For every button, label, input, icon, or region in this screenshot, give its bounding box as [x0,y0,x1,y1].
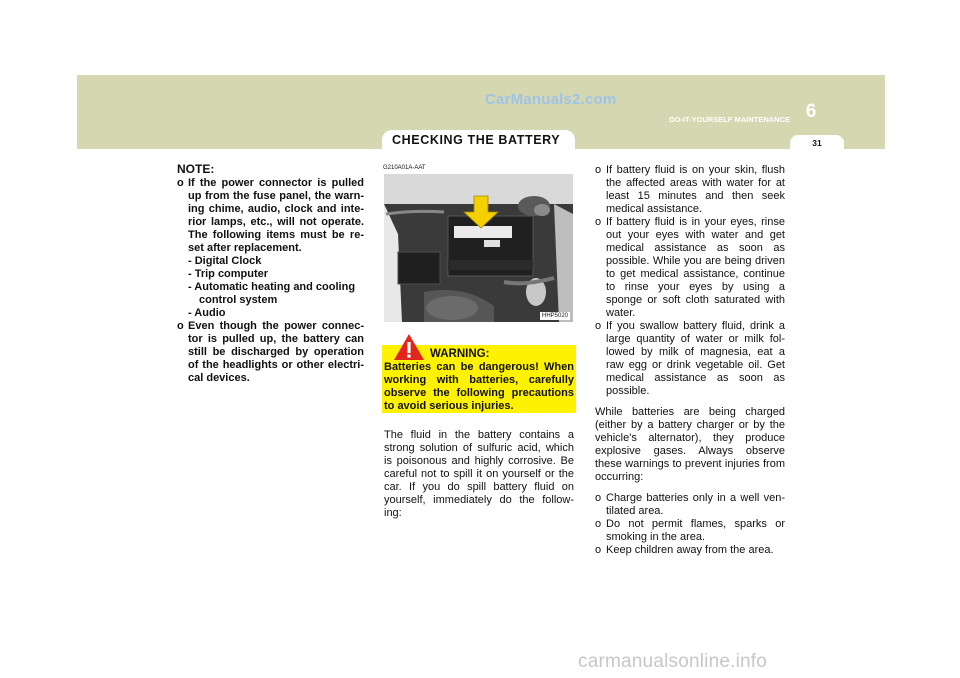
note-bullet-1-text: If the power connector is pulled up from the fuse panel, the warn- ing chime, audio, clock and inte- rior lamps, etc., will not operate. The following items must be re- set after replacement. [188,177,364,254]
watermark-top[interactable]: CarManuals2.com [485,91,617,108]
note-bullet-1 [177,177,364,320]
battery-illustration [384,174,573,322]
charging-paragraph: While batteries are being charged (either by a battery charger or by the vehicle's alternator), they produce explosive gases. Always observe these warnings to prevent injuries from occurring: [595,406,785,483]
note-subitem: - Trip computer [188,268,269,280]
bullet-mark: o [177,320,184,332]
note-subitem: - Audio [188,307,226,319]
right-column [595,164,785,557]
acid-fluid-paragraph: The fluid in the battery contains a strong solution of sulfuric acid, which is poisonous and highly corrosive. Be careful not to spill it on yourself or the car. If you do spill battery fluid on yourself, immediately do the follow- ing: [384,429,574,519]
list-item [595,320,785,398]
warning-text: Batteries can be dangerous! When working with batteries, carefully observe the following precautions to avoid serious injuries. [384,361,574,412]
list-item-text: If you swallow battery fluid, drink a large quantity of water or milk fol- lowed by milk of magnesia, eat a raw egg or drink vegetable oil. Get medical assistance as soon as possible. [606,320,785,397]
note-subitem: - Automatic heating and cooling [188,281,356,293]
bullet-mark: o [177,177,184,189]
bullet-mark: o [595,518,602,530]
list-item [595,492,785,518]
figure-code: G210A01A-AAT [383,165,426,171]
list-item-text: Charge batteries only in a well ven- tilated area. [606,492,785,517]
note-subitem: - Digital Clock [188,255,262,267]
section-title: CHECKING THE BATTERY [392,133,561,147]
page-number: 31 [812,138,822,148]
list-item-text: Do not permit flames, sparks or smoking in the area. [606,518,785,543]
chapter-number: 6 [805,101,817,122]
list-item [595,164,785,216]
photo-code: HHP5020 [541,313,568,319]
list-item-text: If battery fluid is in your eyes, rinse out your eyes with water and get medical assistance as soon as possible. While you are being driven to get medical assistance, continue to rinse your eyes by using a sponge or soft cloth saturated with water. [606,216,785,319]
list-item-text: Keep children away from the area. [606,544,774,556]
list-item [595,518,785,544]
note-subitem: control system [199,294,278,306]
warning-title: WARNING: [430,348,490,360]
list-item [595,544,785,557]
watermark-bottom[interactable]: carmanualsonline.info [578,651,768,672]
chapter-label: DO-IT-YOURSELF MAINTENANCE [669,115,790,124]
bullet-mark: o [595,544,602,556]
note-bullet-2 [177,320,364,385]
note-heading: NOTE: [177,162,215,176]
list-item-text: If battery fluid is on your skin, flush the affected areas with water for at least 15 minutes and then seek medical assistance. [606,164,785,215]
bullet-mark: o [595,216,602,228]
bullet-mark: o [595,164,602,176]
battery-photo [384,174,573,322]
warning-triangle-icon [393,333,425,361]
bullet-mark: o [595,492,602,504]
note-bullet-2-text: Even though the power connec- tor is pulled up, the battery can still be discharged by operation of the headlights or other electri- cal devices. [188,320,364,384]
list-item [595,216,785,320]
bullet-mark: o [595,320,602,332]
note-column [177,163,364,385]
